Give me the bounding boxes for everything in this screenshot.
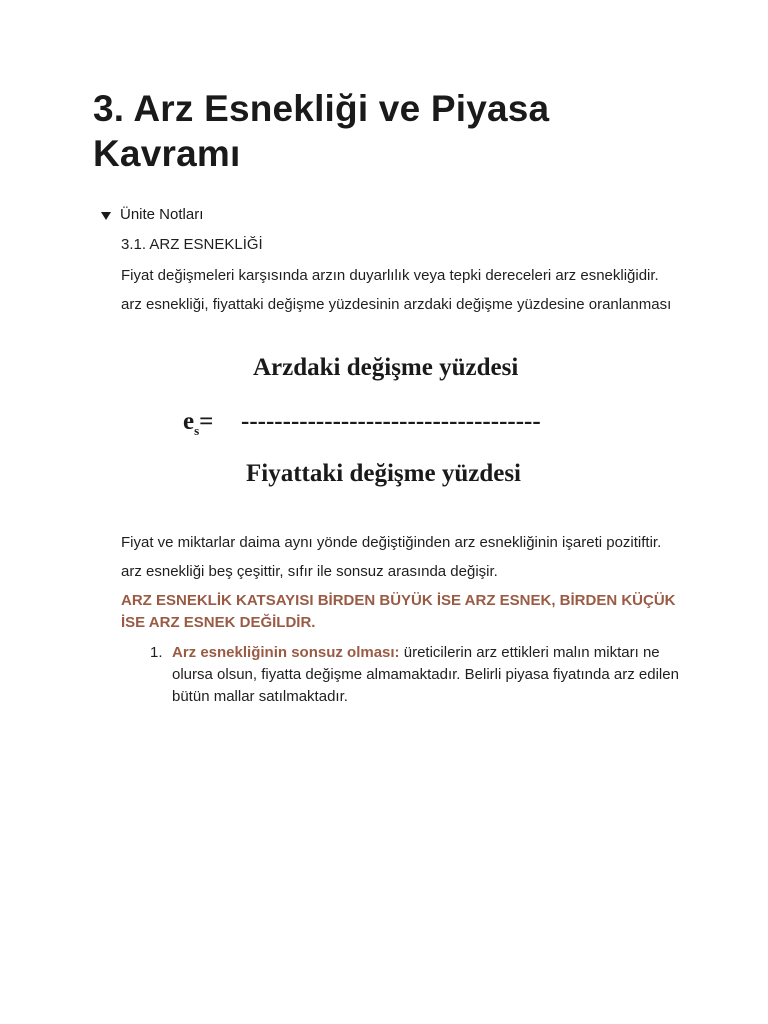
formula-denominator: Fiyattaki değişme yüzdesi	[246, 460, 521, 487]
list-item-text: üreticilerin arz ettikleri malın miktarı ne olursa olsun, fiyatta değişme almamaktadır. Belirli piyasa fiyatında arz edilen bütün mallar satılmaktadır.	[172, 644, 679, 705]
formula-lhs	[183, 406, 213, 447]
toggle-content	[121, 234, 681, 708]
elasticity-formula-image	[121, 338, 641, 508]
toggle-label: Ünite Notları	[120, 206, 204, 223]
formula-lhs-sub: s	[194, 423, 200, 438]
formula-lhs-eq: =	[199, 408, 214, 435]
page-title: 3. Arz Esnekliği ve Piyasa Kavramı	[93, 88, 550, 174]
paragraph-definition: Fiyat değişmeleri karşısında arzın duyarlılık veya tepki dereceleri arz esnekliğidir.	[121, 267, 659, 284]
paragraph-ratio: arz esnekliği, fiyattaki değişme yüzdesinin arzdaki değişme yüzdesine oranlanması	[121, 296, 672, 313]
formula-fraction-line: ------------------------------------	[241, 408, 541, 435]
paragraph-positive-sign: Fiyat ve miktarlar daima aynı yönde değiştiğinden arz esnekliğinin işareti pozitiftir.	[121, 534, 662, 551]
section-heading: 3.1. ARZ ESNEKLİĞİ	[121, 236, 263, 253]
paragraph-five-types: arz esnekliği beş çeşittir, sıfır ile sonsuz arasında değişir.	[121, 563, 498, 580]
formula-lhs-base: e	[183, 408, 195, 435]
formula-numerator: Arzdaki değişme yüzdesi	[253, 354, 519, 381]
list-item-number: 1.	[150, 644, 163, 661]
list-item	[121, 642, 681, 708]
triangle-down-icon[interactable]	[101, 212, 111, 220]
numbered-list	[121, 642, 681, 708]
emphasis-text: ARZ ESNEKLİK KATSAYISI BİRDEN BÜYÜK İSE ARZ ESNEK, BİRDEN KÜÇÜK İSE ARZ ESNEK DEĞİLDİR.	[121, 592, 676, 631]
list-item-highlight: Arz esnekliğinin sonsuz olması:	[172, 644, 400, 661]
toggle-unite-notlari[interactable]	[101, 205, 203, 225]
